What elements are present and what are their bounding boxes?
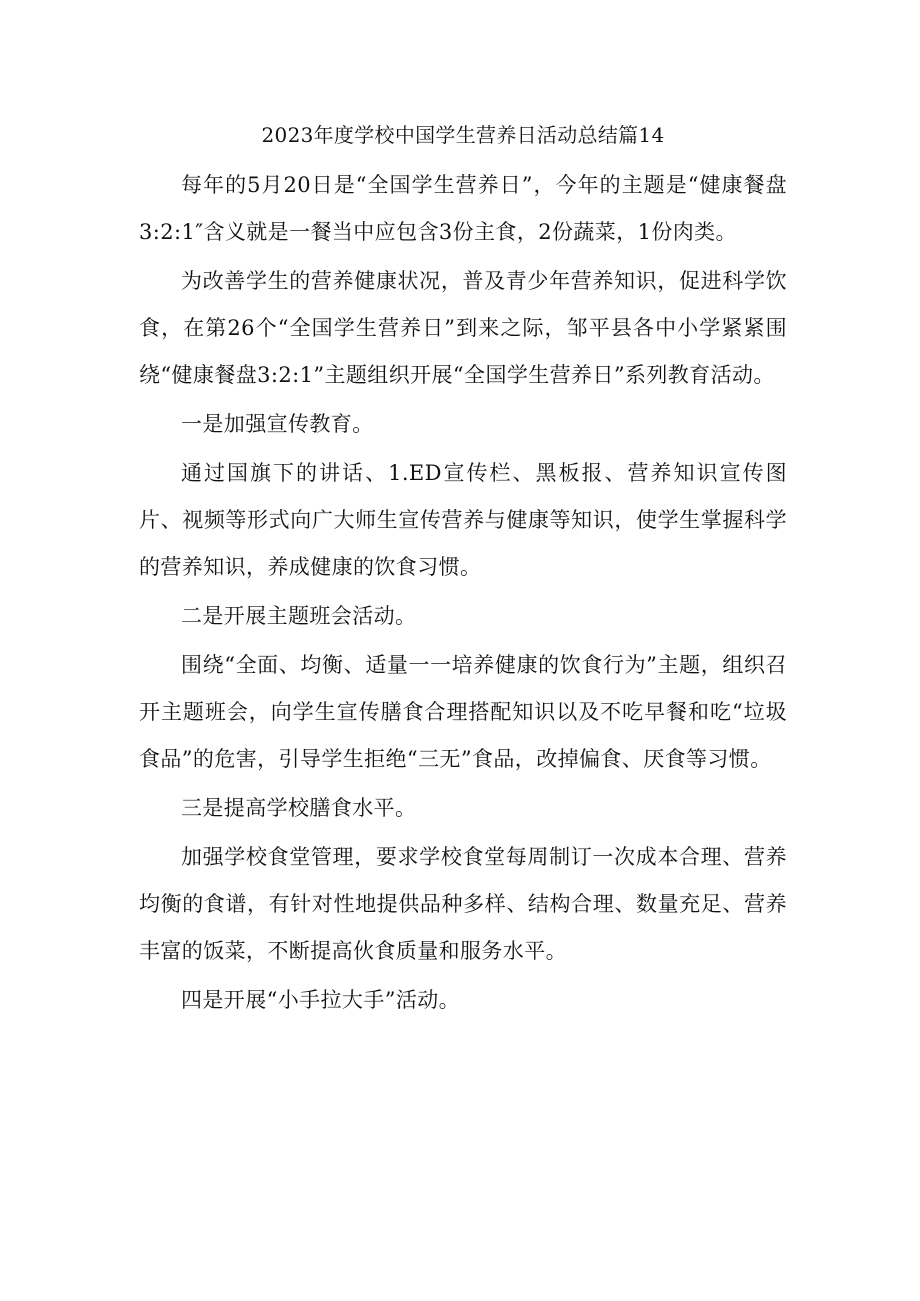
document-title: 2023年度学校中国学生营养日活动总结篇14	[261, 123, 665, 147]
heading-publicity: 一是加强宣传教育。	[181, 412, 374, 436]
heading-class-meeting: 二是开展主题班会活动。	[181, 604, 417, 628]
paragraph-background: 为改善学生的营养健康状况，普及青少年营养知识，促进科学饮食，在第26个“全国学生营养日”到来之际，邹平县各中小学紧紧围绕“健康餐盘3:2:1”主题组织开展“全国学生营养日”系列教育活动。	[139, 269, 787, 387]
paragraph-meal-level: 加强学校食堂管理，要求学校食堂每周制订一次成本合理、营养均衡的食谱，有针对性地提供品种多样、结构合理、数量充足、营养丰富的饭菜，不断提高伙食质量和服务水平。	[139, 845, 787, 963]
document-page	[139, 120, 787, 1026]
paragraph-publicity: 通过国旗下的讲话、1.ED宣传栏、黑板报、营养知识宣传图片、视频等形式向广大师生宣传营养与健康等知识，使学生掌握科学的营养知识，养成健康的饮食习惯。	[139, 461, 787, 579]
heading-small-hands: 四是开展“小手拉大手”活动。	[181, 988, 461, 1012]
paragraph-intro: 每年的5月20日是“全国学生营养日”，今年的主题是“健康餐盘3:2:1″含义就是一餐当中应包含3份主食，2份蔬菜，1份肉类。	[139, 173, 787, 244]
paragraph-class-meeting: 围绕“全面、均衡、适量一一培养健康的饮食行为”主题，组织召开主题班会，向学生宣传膳食合理搭配知识以及不吃早餐和吃“垃圾食品”的危害，引导学生拒绝“三无”食品，改掉偏食、厌食等习惯。	[139, 653, 787, 771]
heading-meal-level: 三是提高学校膳食水平。	[181, 796, 417, 820]
